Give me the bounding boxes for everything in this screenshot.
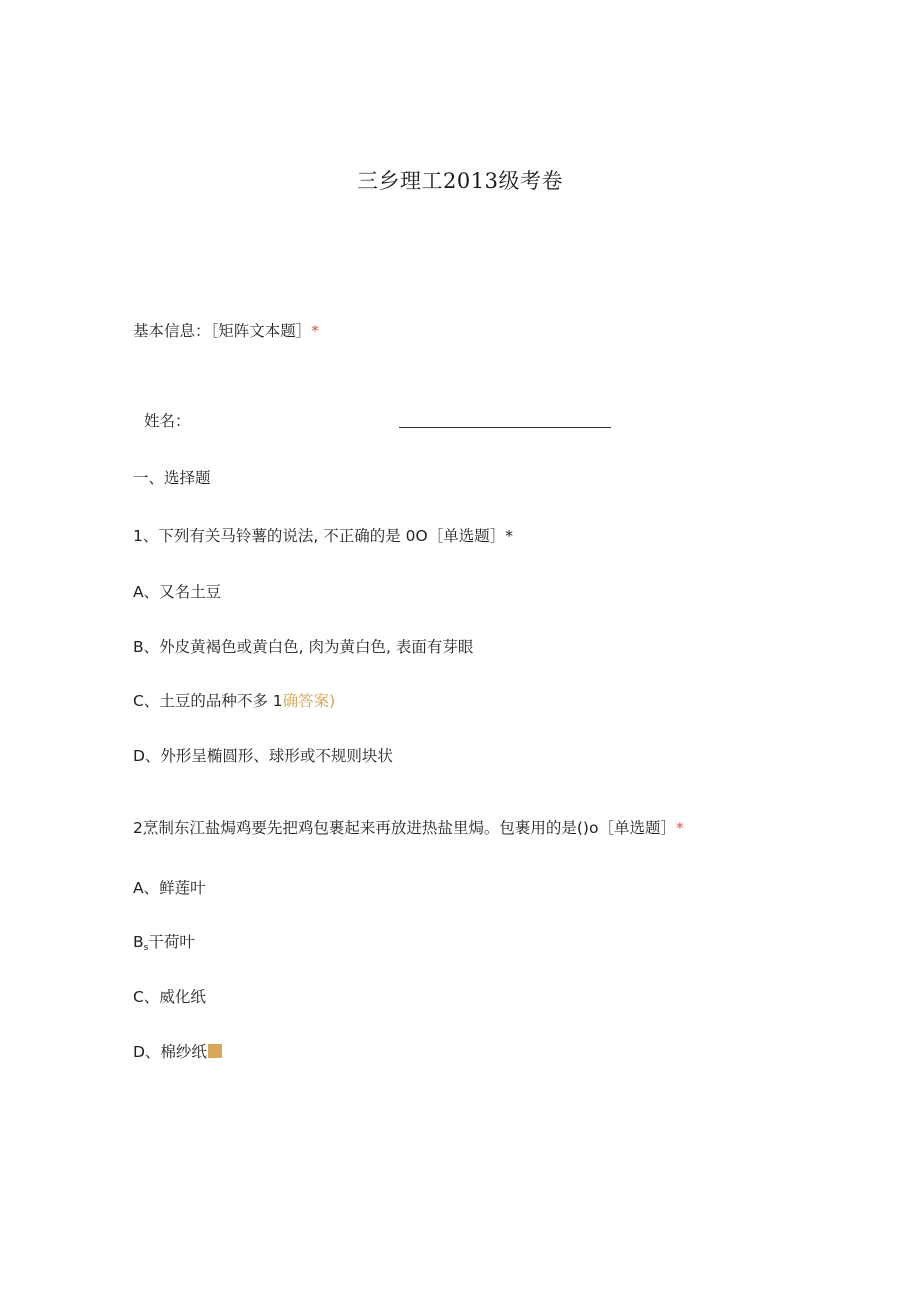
answer-marker-icon	[208, 1044, 222, 1058]
question-2-option-d[interactable]	[133, 1041, 222, 1063]
question-1-option-b[interactable]: B、外皮黄褐色或黄白色, 肉为黄白色, 表面有芽眼	[133, 638, 474, 656]
section-heading: 一、选择题	[133, 469, 211, 487]
option-b-text: 干荷叶	[148, 933, 195, 951]
question-1-option-d[interactable]: D、外形呈椭圆形、球形或不规则块状	[133, 747, 393, 765]
option-b-subscript: s	[143, 943, 149, 953]
option-d-text: D、棉纱纸	[133, 1043, 207, 1061]
question-2-option-b[interactable]	[133, 931, 195, 959]
question-1-option-a[interactable]: A、又名土豆	[133, 583, 222, 601]
basic-info-label: 基本信息：［矩阵文本题］	[133, 322, 312, 340]
option-c-text: C、土豆的品种不多 1	[133, 692, 283, 710]
question-2-text	[133, 817, 684, 839]
question-1-stem: 1、下列有关马铃薯的说法, 不正确的是 0O［单选题］	[133, 527, 506, 545]
required-mark: *	[311, 322, 320, 340]
question-2-option-c[interactable]: C、威化纸	[133, 988, 206, 1006]
answer-note: 确答案)	[282, 692, 336, 710]
question-1-option-c[interactable]	[133, 690, 335, 712]
option-b-prefix: B	[133, 933, 144, 951]
name-input-line[interactable]	[399, 427, 611, 428]
required-mark: *	[675, 819, 684, 837]
page-title: 三乡理工2013级考卷	[357, 169, 563, 193]
name-label: 姓名：	[144, 412, 191, 430]
question-2-stem: 2烹制东江盐焗鸡要先把鸡包裹起来再放进热盐里焗。包裹用的是()o［单选题］	[133, 819, 676, 837]
basic-info-heading	[133, 320, 319, 342]
question-2-option-a[interactable]: A、鲜莲叶	[133, 879, 206, 897]
question-1-text	[133, 525, 513, 547]
required-mark: *	[505, 527, 513, 545]
